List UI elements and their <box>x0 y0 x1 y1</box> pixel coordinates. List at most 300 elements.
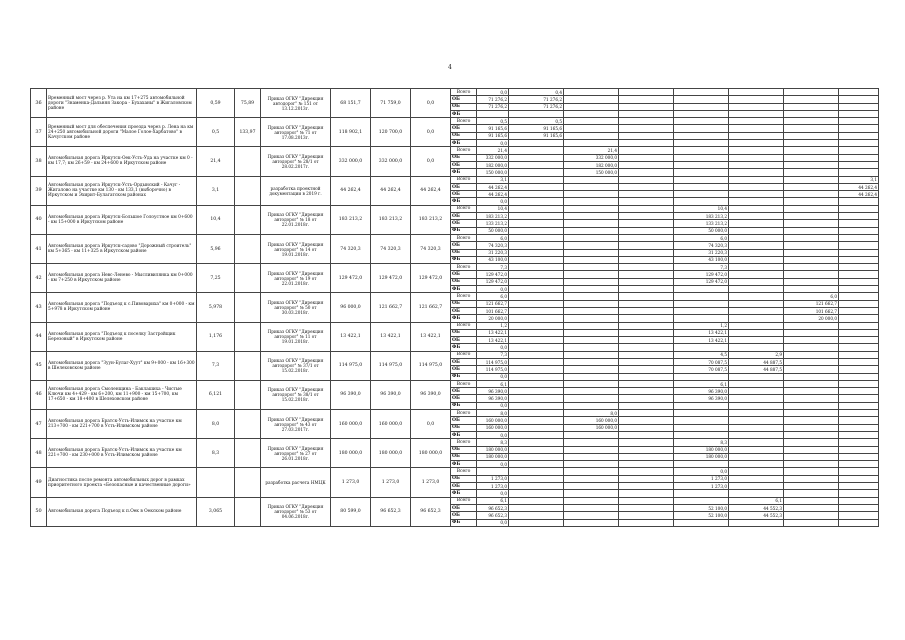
funding-label: Всего <box>451 439 477 446</box>
value-cell <box>729 337 784 344</box>
value-cell: 8,0 <box>477 410 509 417</box>
value-cell <box>839 271 879 278</box>
funding-label: Всего <box>451 468 477 475</box>
value-cell <box>619 322 674 329</box>
value-cell <box>564 329 619 336</box>
funding-label: Всего <box>451 264 477 271</box>
current-cost: 183 213,2 <box>371 205 411 234</box>
value-cell <box>839 380 879 387</box>
estimated-cost: 332 000,0 <box>331 147 371 176</box>
value-cell <box>564 315 619 322</box>
value-cell <box>619 118 674 125</box>
value-cell <box>784 344 839 351</box>
value-cell: 50 000,0 <box>477 227 509 234</box>
value-cell: 91 165,6 <box>509 132 564 139</box>
value-cell <box>674 132 729 139</box>
value-cell <box>619 198 674 205</box>
value-cell <box>784 410 839 417</box>
value-cell <box>784 483 839 490</box>
object-name: Автомобильная дорога Иркутск-Большое Голоустное км 0+600 - км 15+000 в Иркутском районе <box>47 205 197 234</box>
value-cell <box>729 373 784 380</box>
value-cell <box>674 344 729 351</box>
value-cell: 1 273,0 <box>477 475 509 482</box>
value-cell <box>674 96 729 103</box>
value-cell <box>509 475 564 482</box>
remaining-cost: 96 652,3 <box>411 497 451 526</box>
value-cell <box>729 322 784 329</box>
current-cost: 114 975,0 <box>371 351 411 380</box>
value-cell: 91 165,6 <box>477 125 509 132</box>
value-cell <box>729 234 784 241</box>
row-number: 42 <box>31 264 47 293</box>
funding-label: Всего <box>451 351 477 358</box>
row-number: 46 <box>31 380 47 409</box>
length-km: 10,4 <box>197 205 235 234</box>
value-cell <box>839 373 879 380</box>
remaining-cost: 0,0 <box>411 118 451 147</box>
funding-label: ОБ <box>451 278 477 285</box>
value-cell <box>564 395 619 402</box>
value-cell <box>729 402 784 409</box>
value-cell <box>564 118 619 125</box>
value-cell <box>784 140 839 147</box>
value-cell <box>784 388 839 395</box>
current-cost: 44 262,4 <box>371 176 411 205</box>
value-cell <box>619 140 674 147</box>
value-cell <box>619 110 674 117</box>
value-cell <box>839 147 879 154</box>
value-cell: 6,0 <box>477 234 509 241</box>
length-km <box>197 468 235 497</box>
value-cell <box>509 358 564 365</box>
value-cell <box>509 110 564 117</box>
value-cell <box>619 242 674 249</box>
length-km: 3,065 <box>197 497 235 526</box>
funding-label: ОБ <box>451 475 477 482</box>
value-cell: 114 975,0 <box>477 358 509 365</box>
value-cell <box>674 417 729 424</box>
value-cell: 71 276,2 <box>509 96 564 103</box>
value-cell <box>509 234 564 241</box>
value-cell <box>564 132 619 139</box>
value-cell <box>784 490 839 497</box>
length-total: 75,89 <box>235 89 261 118</box>
table-row <box>31 147 879 154</box>
value-cell <box>564 483 619 490</box>
funding-label: ОБ <box>451 300 477 307</box>
value-cell <box>729 344 784 351</box>
funding-label: ОБ <box>451 125 477 132</box>
value-cell <box>509 417 564 424</box>
value-cell <box>564 468 619 475</box>
value-cell <box>509 191 564 198</box>
value-cell <box>619 410 674 417</box>
value-cell <box>839 286 879 293</box>
value-cell <box>784 402 839 409</box>
value-cell <box>619 249 674 256</box>
value-cell: 183 213,2 <box>674 213 729 220</box>
value-cell: 160 000,0 <box>477 424 509 431</box>
value-cell <box>839 205 879 212</box>
funding-label: ОБ <box>451 154 477 161</box>
value-cell <box>619 519 674 526</box>
value-cell <box>784 453 839 460</box>
value-cell <box>729 315 784 322</box>
estimated-cost: 160 000,0 <box>331 410 371 439</box>
funding-label: ОБ <box>451 213 477 220</box>
funding-label: ФБ <box>451 169 477 176</box>
value-cell <box>729 431 784 438</box>
value-cell: 6,0 <box>477 293 509 300</box>
value-cell <box>619 461 674 468</box>
funding-label: ФБ <box>451 110 477 117</box>
value-cell <box>784 512 839 519</box>
value-cell <box>839 446 879 453</box>
value-cell: 13 422,1 <box>674 329 729 336</box>
value-cell: 44 262,4 <box>839 183 879 190</box>
value-cell <box>729 154 784 161</box>
value-cell <box>674 183 729 190</box>
value-cell <box>784 242 839 249</box>
page-number: 4 <box>448 64 452 71</box>
value-cell <box>674 490 729 497</box>
value-cell <box>509 227 564 234</box>
table-row <box>31 439 879 446</box>
value-cell <box>839 322 879 329</box>
value-cell <box>784 395 839 402</box>
value-cell <box>839 315 879 322</box>
value-cell <box>509 453 564 460</box>
value-cell: 71 276,2 <box>509 103 564 110</box>
value-cell: 70 087,5 <box>674 366 729 373</box>
value-cell: 7,3 <box>477 264 509 271</box>
remaining-cost: 114 975,0 <box>411 351 451 380</box>
value-cell <box>729 278 784 285</box>
value-cell: 180 000,0 <box>674 453 729 460</box>
value-cell: 0,0 <box>477 140 509 147</box>
length-km: 7,25 <box>197 264 235 293</box>
value-cell: 3,1 <box>477 176 509 183</box>
value-cell: 160 000,0 <box>564 424 619 431</box>
value-cell <box>564 512 619 519</box>
remaining-cost: 1 273,0 <box>411 468 451 497</box>
row-number: 39 <box>31 176 47 205</box>
length-km: 21,4 <box>197 147 235 176</box>
value-cell <box>674 300 729 307</box>
value-cell: 6,0 <box>784 293 839 300</box>
value-cell <box>729 490 784 497</box>
row-number: 36 <box>31 89 47 118</box>
value-cell <box>619 161 674 168</box>
value-cell <box>564 504 619 511</box>
estimated-cost: 74 320,3 <box>331 234 371 263</box>
value-cell: 96 390,0 <box>477 395 509 402</box>
value-cell: 160 000,0 <box>564 417 619 424</box>
value-cell <box>509 329 564 336</box>
value-cell <box>674 402 729 409</box>
value-cell <box>509 366 564 373</box>
value-cell: 20 000,0 <box>784 315 839 322</box>
row-number: 50 <box>31 497 47 526</box>
value-cell: 1,2 <box>477 322 509 329</box>
value-cell: 96 390,0 <box>674 395 729 402</box>
value-cell <box>784 89 839 96</box>
value-cell <box>509 278 564 285</box>
value-cell <box>564 431 619 438</box>
value-cell <box>784 213 839 220</box>
value-cell <box>509 286 564 293</box>
value-cell <box>619 446 674 453</box>
base-document: Приказ ОГКУ "Дирекция автодорог" № 50 от 30.03.2018г. <box>261 293 331 322</box>
value-cell <box>729 103 784 110</box>
value-cell <box>564 446 619 453</box>
value-cell <box>619 147 674 154</box>
value-cell <box>509 176 564 183</box>
value-cell <box>839 227 879 234</box>
value-cell <box>784 96 839 103</box>
value-cell <box>564 380 619 387</box>
value-cell <box>564 293 619 300</box>
current-cost: 1 273,0 <box>371 468 411 497</box>
funding-label: ОБ <box>451 424 477 431</box>
value-cell <box>564 351 619 358</box>
value-cell <box>509 300 564 307</box>
value-cell: 31 220,3 <box>477 249 509 256</box>
value-cell <box>619 183 674 190</box>
remaining-cost: 180 000,0 <box>411 439 451 468</box>
value-cell <box>619 307 674 314</box>
funding-label: ФБ <box>451 490 477 497</box>
length-total <box>235 147 261 176</box>
value-cell <box>674 198 729 205</box>
value-cell <box>839 388 879 395</box>
value-cell: 182 000,0 <box>477 161 509 168</box>
value-cell <box>619 380 674 387</box>
value-cell <box>619 169 674 176</box>
value-cell <box>839 504 879 511</box>
value-cell <box>839 497 879 504</box>
value-cell <box>619 337 674 344</box>
funding-label: ФБ <box>451 373 477 380</box>
value-cell <box>729 461 784 468</box>
value-cell <box>509 461 564 468</box>
value-cell <box>729 453 784 460</box>
funding-label: Всего <box>451 410 477 417</box>
value-cell <box>784 132 839 139</box>
value-cell <box>839 307 879 314</box>
funding-label: ОБ <box>451 504 477 511</box>
value-cell <box>509 242 564 249</box>
value-cell <box>564 453 619 460</box>
current-cost: 74 320,3 <box>371 234 411 263</box>
object-name: Автомобильная дорога Невс-Ленево - Мысливилянка км 0+000 - км 7+250 в Иркутском районе <box>47 264 197 293</box>
value-cell <box>674 293 729 300</box>
value-cell <box>509 140 564 147</box>
value-cell <box>674 118 729 125</box>
value-cell <box>564 358 619 365</box>
value-cell <box>839 213 879 220</box>
value-cell <box>839 431 879 438</box>
value-cell <box>729 519 784 526</box>
value-cell <box>784 475 839 482</box>
value-cell <box>784 468 839 475</box>
value-cell <box>619 490 674 497</box>
value-cell <box>839 154 879 161</box>
current-cost: 121 662,7 <box>371 293 411 322</box>
value-cell <box>729 205 784 212</box>
value-cell: 114 975,0 <box>477 366 509 373</box>
value-cell <box>619 96 674 103</box>
funding-label: ФБ <box>451 344 477 351</box>
value-cell <box>619 264 674 271</box>
value-cell <box>564 490 619 497</box>
value-cell: 96 652,3 <box>477 504 509 511</box>
value-cell <box>839 519 879 526</box>
value-cell: 0,0 <box>674 468 729 475</box>
value-cell <box>839 410 879 417</box>
value-cell <box>619 234 674 241</box>
value-cell: 43 100,0 <box>477 256 509 263</box>
value-cell <box>839 198 879 205</box>
value-cell: 180 000,0 <box>477 453 509 460</box>
funding-label: ОБ <box>451 366 477 373</box>
value-cell: 0,5 <box>509 118 564 125</box>
value-cell <box>509 161 564 168</box>
value-cell: 6,1 <box>477 380 509 387</box>
value-cell <box>674 89 729 96</box>
value-cell <box>784 183 839 190</box>
value-cell <box>729 198 784 205</box>
value-cell <box>564 256 619 263</box>
value-cell <box>564 191 619 198</box>
funding-label: Всего <box>451 380 477 387</box>
value-cell <box>564 89 619 96</box>
value-cell: 1 273,0 <box>674 483 729 490</box>
value-cell <box>839 337 879 344</box>
value-cell <box>729 147 784 154</box>
estimated-cost: 114 975,0 <box>331 351 371 380</box>
value-cell <box>564 140 619 147</box>
object-name: Автомобильная дорога Братск-Усть-Илимск на участке км 221+700 - км 230+000 в Усть-Илимском районе <box>47 439 197 468</box>
value-cell: 180 000,0 <box>674 446 729 453</box>
value-cell <box>674 110 729 117</box>
value-cell <box>619 402 674 409</box>
value-cell: 91 165,6 <box>509 125 564 132</box>
funding-label: ОБ <box>451 271 477 278</box>
value-cell: 96 652,3 <box>477 512 509 519</box>
value-cell: 2,9 <box>729 351 784 358</box>
value-cell <box>564 388 619 395</box>
value-cell: 8,0 <box>564 410 619 417</box>
value-cell <box>619 132 674 139</box>
length-total <box>235 176 261 205</box>
value-cell <box>784 125 839 132</box>
table-row <box>31 293 879 300</box>
value-cell: 31 220,3 <box>674 249 729 256</box>
value-cell <box>564 344 619 351</box>
value-cell: 8,3 <box>674 439 729 446</box>
table-row <box>31 322 879 329</box>
value-cell <box>784 431 839 438</box>
value-cell: 10,4 <box>674 205 729 212</box>
value-cell <box>729 125 784 132</box>
value-cell: 182 000,0 <box>564 161 619 168</box>
value-cell <box>564 519 619 526</box>
value-cell <box>619 424 674 431</box>
value-cell <box>619 431 674 438</box>
value-cell <box>839 161 879 168</box>
value-cell <box>509 497 564 504</box>
value-cell <box>784 227 839 234</box>
value-cell: 1,2 <box>674 322 729 329</box>
value-cell <box>839 300 879 307</box>
value-cell: 0,5 <box>477 118 509 125</box>
value-cell <box>564 183 619 190</box>
value-cell <box>564 271 619 278</box>
value-cell <box>729 307 784 314</box>
current-cost: 13 422,1 <box>371 322 411 351</box>
value-cell <box>674 140 729 147</box>
length-total <box>235 293 261 322</box>
value-cell <box>784 497 839 504</box>
row-number: 49 <box>31 468 47 497</box>
value-cell <box>839 242 879 249</box>
value-cell: 0,0 <box>477 344 509 351</box>
value-cell <box>509 410 564 417</box>
value-cell: 20 000,0 <box>477 315 509 322</box>
value-cell: 0,0 <box>477 373 509 380</box>
length-km: 8,0 <box>197 410 235 439</box>
value-cell: 129 472,0 <box>477 278 509 285</box>
base-document: разработка расчета НМЦК <box>261 468 331 497</box>
funding-label: ОБ <box>451 446 477 453</box>
estimated-cost: 1 273,0 <box>331 468 371 497</box>
value-cell <box>784 286 839 293</box>
value-cell: 44 887,5 <box>729 366 784 373</box>
value-cell: 0,0 <box>477 89 509 96</box>
value-cell <box>619 293 674 300</box>
value-cell: 44 552,3 <box>729 504 784 511</box>
value-cell <box>729 410 784 417</box>
value-cell <box>729 227 784 234</box>
value-cell: 7,3 <box>674 264 729 271</box>
value-cell: 13 422,1 <box>674 337 729 344</box>
value-cell <box>784 103 839 110</box>
row-number: 37 <box>31 118 47 147</box>
value-cell: 121 662,7 <box>477 300 509 307</box>
value-cell <box>839 417 879 424</box>
value-cell <box>729 417 784 424</box>
base-document: Приказ ОГКУ "Дирекция автодорог" № 27 от 26.01.2018г. <box>261 439 331 468</box>
value-cell <box>509 395 564 402</box>
value-cell: 44 262,4 <box>477 183 509 190</box>
funding-label: ОБ <box>451 388 477 395</box>
value-cell <box>839 395 879 402</box>
value-cell <box>509 271 564 278</box>
funding-label: ОБ <box>451 337 477 344</box>
value-cell: 6,0 <box>674 234 729 241</box>
value-cell <box>784 424 839 431</box>
value-cell <box>784 519 839 526</box>
value-cell <box>784 234 839 241</box>
value-cell: 0,0 <box>477 286 509 293</box>
value-cell <box>509 402 564 409</box>
value-cell <box>729 395 784 402</box>
value-cell <box>509 512 564 519</box>
value-cell <box>509 249 564 256</box>
value-cell <box>674 154 729 161</box>
object-name: Автомобильная дорога "Подъезд к поселку Застройщик Березовый" в Иркутском районе <box>47 322 197 351</box>
